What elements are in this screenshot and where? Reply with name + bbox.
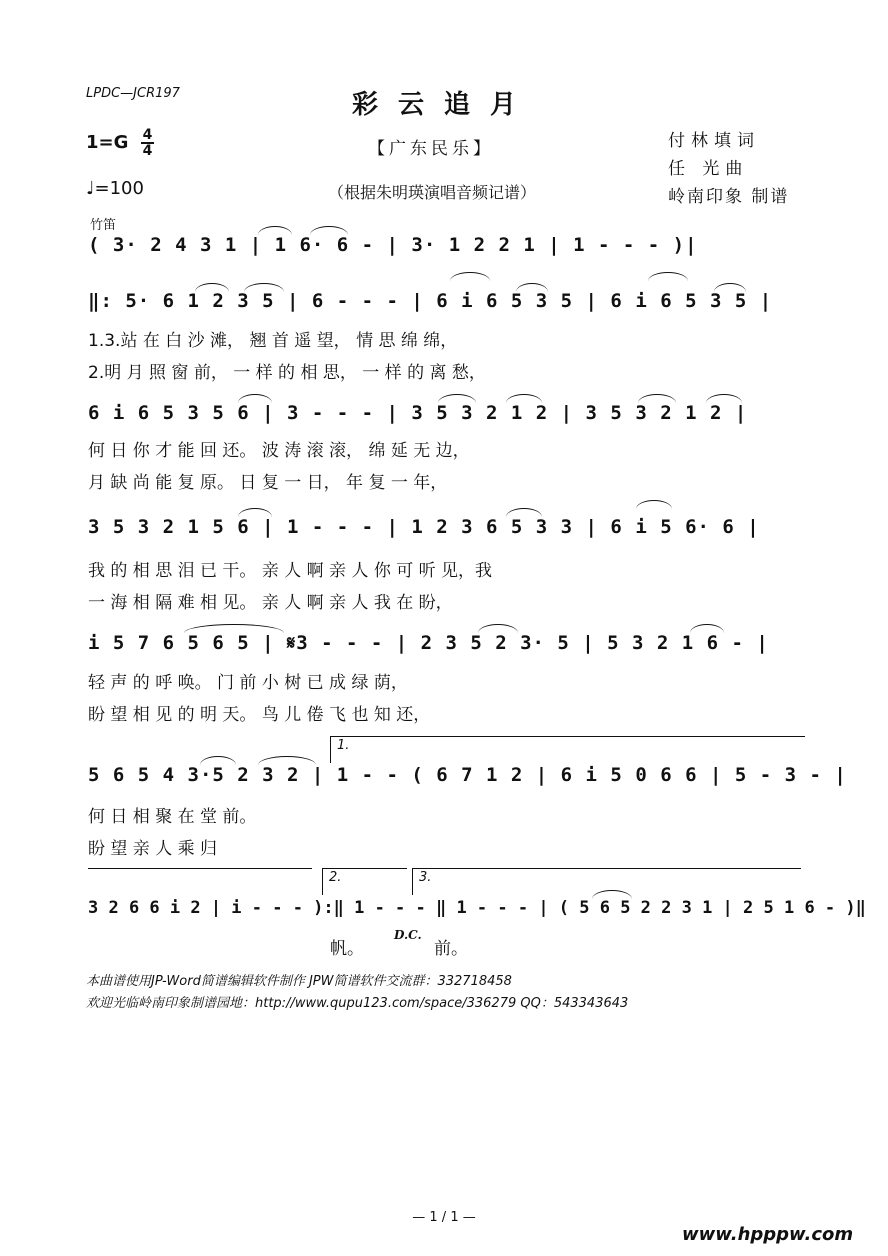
key-signature bbox=[86, 128, 154, 158]
notation-line-2: ‖: 5· 6 1 2 3 5 | 6 - - - | 6 i 6 5 3 5 | 6 i 6 5 3 5 | bbox=[88, 290, 773, 312]
slur bbox=[258, 756, 316, 765]
lyric-verse-1-line-3: 何 日 你 才 能 回 还。 波 涛 滚 滚， 绵 延 无 边， bbox=[88, 441, 470, 461]
slur bbox=[200, 756, 236, 765]
slur bbox=[258, 226, 292, 235]
slur bbox=[690, 624, 724, 633]
lyric-verse-2-line-2: 2.明 月 照 窗 前， 一 样 的 相 思， 一 样 的 离 愁， bbox=[88, 363, 486, 383]
notation-line-1: ( 3· 2 4 3 1 | 1 6· 6 - | 3· 1 2 2 1 | 1 - - - )| bbox=[88, 234, 698, 256]
notation-line-6: 5 6 5 4 3·5 2 3 2 | 1 - - ( 6 7 1 2 | 6 i 5 0 6 6 | 5 - 3 - | bbox=[88, 764, 847, 786]
notation-line-3: 6 i 6 5 3 5 6 | 3 - - - | 3 5 3 2 1 2 | 3 5 3 2 1 2 | bbox=[88, 402, 748, 424]
slur bbox=[638, 394, 676, 403]
slur bbox=[478, 624, 518, 633]
slur bbox=[195, 283, 229, 292]
lyric-verse-2-line-4: 一 海 相 隔 难 相 见。 亲 人 啊 亲 人 我 在 盼， bbox=[88, 593, 453, 613]
lyric-ending-2: 帆。 bbox=[330, 939, 364, 959]
instrument-label: 竹笛 bbox=[90, 218, 117, 233]
slur bbox=[438, 394, 476, 403]
slur bbox=[238, 394, 272, 403]
footer-software-note: 本曲谱使用JP-Word简谱编辑软件制作 JPW简谱软件交流群：332718458 bbox=[86, 974, 512, 989]
slur bbox=[714, 283, 746, 292]
slur bbox=[244, 283, 284, 292]
page-number: — 1 / 1 — bbox=[412, 1210, 476, 1225]
composer-credit: 任 光曲 bbox=[668, 159, 749, 179]
third-ending-label: 3. bbox=[419, 870, 432, 885]
slur bbox=[516, 283, 548, 292]
lyric-verse-1-line-2: 1.3.站 在 白 沙 滩， 翘 首 遥 望， 情 思 绵 绵， bbox=[88, 331, 458, 351]
first-ending-bracket bbox=[330, 736, 805, 763]
notation-line-4: 3 5 3 2 1 5 6 | 1 - - - | 1 2 3 6 5 3 3 | 6 i 5 6· 6 | bbox=[88, 516, 760, 538]
slur bbox=[506, 394, 542, 403]
lyric-verse-2-line-5: 盼 望 相 见 的 明 天。 鸟 儿 倦 飞 也 知 还， bbox=[88, 705, 431, 725]
slur bbox=[506, 508, 542, 517]
slur bbox=[238, 508, 272, 517]
slur bbox=[310, 226, 348, 235]
tempo-mark: ♩=100 bbox=[86, 178, 144, 199]
lyricist-credit: 付林填词 bbox=[668, 131, 760, 151]
time-bottom: 4 bbox=[142, 143, 153, 159]
slur bbox=[184, 624, 284, 633]
footer-website-note: 欢迎光临岭南印象制谱园地：http://www.qupu123.com/space/336279 QQ：543343643 bbox=[86, 996, 629, 1011]
slur bbox=[450, 272, 490, 281]
lyric-ending-3: 前。 bbox=[434, 939, 468, 959]
time-top: 4 bbox=[142, 127, 153, 143]
key-label: 1=G bbox=[86, 132, 129, 153]
lyric-verse-2-line-3: 月 缺 尚 能 复 原。 日 复 一 日， 年 复 一 年， bbox=[88, 473, 448, 493]
lyric-verse-1-line-4: 我 的 相 思 泪 已 干。 亲 人 啊 亲 人 你 可 听 见，我 bbox=[88, 561, 493, 581]
lyric-verse-2-line-6: 盼 望 亲 人 乘 归 bbox=[88, 839, 218, 859]
lyric-verse-1-line-5: 轻 声 的 呼 唤。 门 前 小 树 已 成 绿 荫， bbox=[88, 673, 408, 693]
notation-line-7: 3 2 6 6 i 2 | i - - - ):‖ 1 - - - ‖ 1 - - - | ( 5 6 5 2 2 3 1 | 2 5 1 6 - )‖ bbox=[88, 898, 866, 918]
site-watermark: www.hpppw.com bbox=[682, 1224, 854, 1245]
slur bbox=[648, 272, 688, 281]
arranger-credit: 岭南印象 制谱 bbox=[668, 187, 790, 207]
repeat-bracket-tail bbox=[88, 868, 312, 895]
da-capo-mark: D.C. bbox=[394, 928, 422, 942]
second-ending-label: 2. bbox=[329, 870, 342, 885]
score-code: LPDC—JCR197 bbox=[86, 86, 180, 101]
slur bbox=[706, 394, 742, 403]
slur bbox=[636, 500, 672, 509]
second-ending-bracket bbox=[322, 868, 407, 895]
first-ending-label: 1. bbox=[337, 738, 350, 753]
score-title: 彩云追月 bbox=[351, 90, 536, 120]
transcription-note: （根据朱明瑛演唱音频记谱） bbox=[328, 183, 537, 202]
genre-label: 【广东民乐】 bbox=[368, 139, 494, 159]
lyric-verse-1-line-6: 何 日 相 聚 在 堂 前。 bbox=[88, 807, 257, 827]
time-signature bbox=[141, 128, 155, 158]
notation-line-5: i 5 7 6 5 6 5 | 𝄋3 - - - | 2 3 5 2 3· 5 | 5 3 2 1 6 - | bbox=[88, 632, 769, 654]
